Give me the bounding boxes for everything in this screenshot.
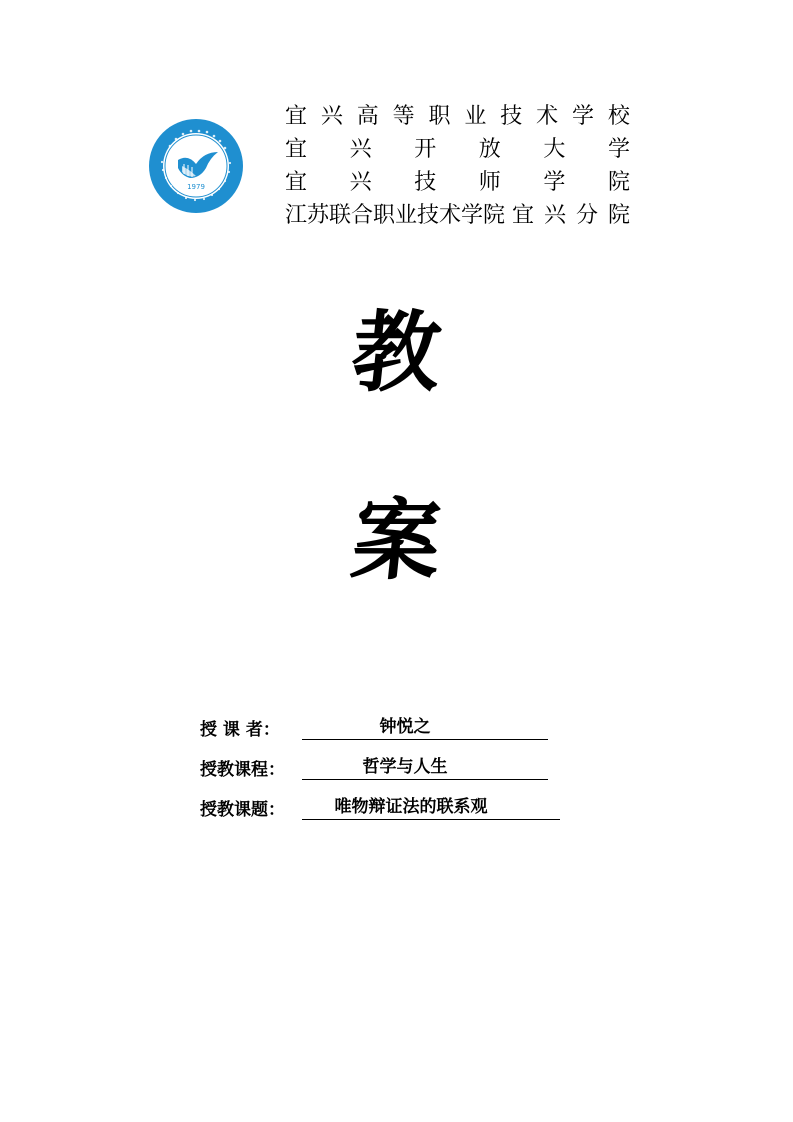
- char: 学: [572, 104, 595, 129]
- char: 兴: [320, 104, 343, 129]
- char: 宜: [285, 170, 308, 195]
- school-name-4-right: [512, 199, 630, 232]
- title-char-jiao: 教: [347, 300, 446, 404]
- teacher-label: 授 课 者：: [200, 720, 280, 740]
- teacher-row: [200, 700, 580, 740]
- char: 兴: [349, 170, 372, 195]
- char: 院: [607, 170, 630, 195]
- char: 等: [392, 104, 415, 129]
- lesson-info: [200, 700, 580, 820]
- course-label: 授教课程：: [200, 760, 285, 780]
- char: 高: [356, 104, 379, 129]
- school-names: [285, 100, 630, 232]
- char: 宜: [285, 104, 308, 129]
- char: 学: [543, 170, 566, 195]
- teacher-value: 钟悦之: [302, 716, 548, 740]
- school-name-4-left: 江苏联合职业技术学院: [285, 203, 506, 228]
- char: 放: [478, 137, 501, 162]
- char: 技: [414, 170, 437, 195]
- course-value: 哲学与人生: [302, 756, 548, 780]
- char: 师: [478, 170, 501, 195]
- course-row: [200, 740, 580, 780]
- char: 学: [607, 137, 630, 162]
- school-name-4: [285, 199, 630, 232]
- char: 大: [543, 137, 566, 162]
- topic-row: [200, 780, 580, 820]
- topic-value: 唯物辩证法的联系观: [302, 796, 560, 820]
- school-name-1: [285, 100, 630, 133]
- char: 宜: [285, 137, 308, 162]
- char: 院: [607, 203, 630, 228]
- char: 开: [414, 137, 437, 162]
- char: 职: [428, 104, 451, 129]
- school-name-2: [285, 133, 630, 166]
- school-name-3: [285, 166, 630, 199]
- char: 术: [536, 104, 559, 129]
- logo-year: 1979: [187, 183, 205, 191]
- char: 兴: [349, 137, 372, 162]
- char: 业: [464, 104, 487, 129]
- topic-label: 授教课题：: [200, 800, 285, 820]
- char: 分: [575, 203, 598, 228]
- char: 宜: [512, 203, 535, 228]
- school-logo: [148, 118, 244, 214]
- char: 技: [500, 104, 523, 129]
- char: 兴: [543, 203, 566, 228]
- title-char-an: 案: [347, 488, 446, 592]
- char: 校: [607, 104, 630, 129]
